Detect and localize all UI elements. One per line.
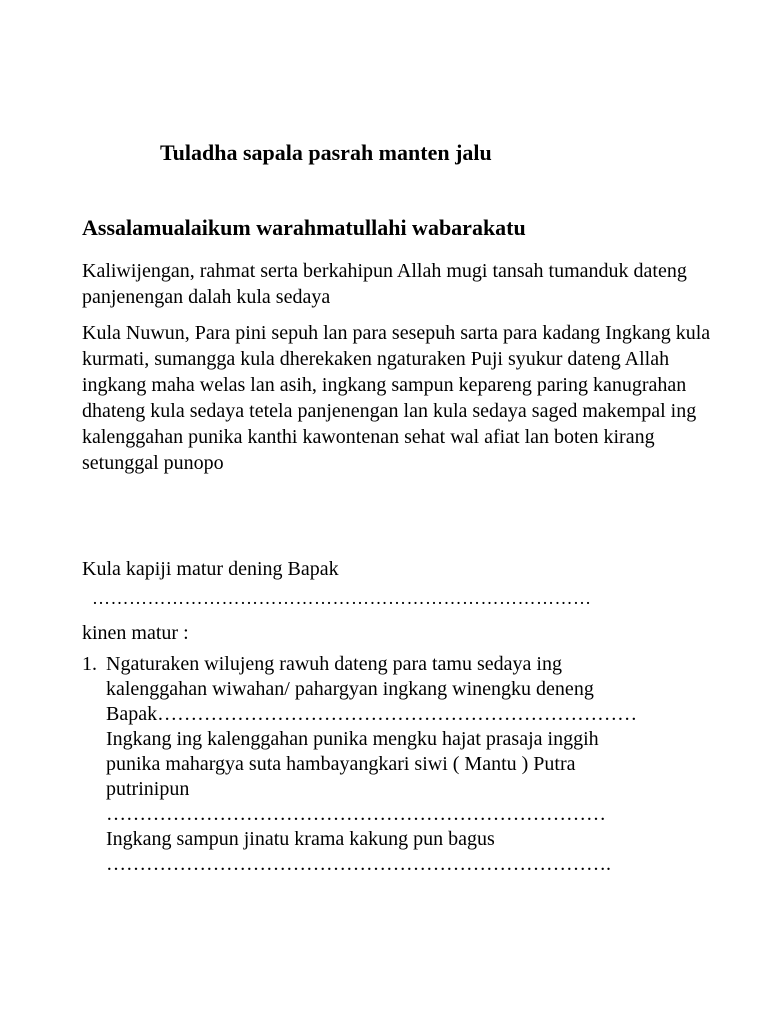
- list-line-8: Ingkang sampun jinatu krama kakung pun bagus: [106, 828, 495, 850]
- opening-paragraph: Kaliwijengan, rahmat serta berkahipun Allah mugi tansah tumanduk dateng panjenengan dalah kula sedaya: [82, 260, 687, 308]
- greeting-heading: Assalamualaikum warahmatullahi wabarakatu: [82, 215, 526, 240]
- body-paragraph: Kula Nuwun, Para pini sepuh lan para sesepuh sarta para kadang Ingkang kula kurmati, sumangga kula dherekaken ngaturaken Puji syukur dateng Allah ingkang maha welas lan asih, ingkang sampun kepareng paring kanugrahan dhateng kula sedaya tetela panjenengan lan kula sedaya saged makempal ing kalenggahan punika kanthi kawontenan sehat wal afiat lan boten kirang setunggal punopo: [82, 322, 711, 474]
- matur-line: Kula kapiji matur dening Bapak: [82, 558, 339, 580]
- list-line-1: Ngaturaken wilujeng rawuh dateng para tamu sedaya ing: [106, 653, 562, 675]
- list-line-5: punika mahargya suta hambayangkari siwi ( Mantu ) Putra: [106, 753, 576, 775]
- kinen-line: kinen matur :: [82, 622, 189, 644]
- list-line-7: …………………………………………………………………: [106, 803, 606, 825]
- list-line-3: Bapak………………………………………………………………: [106, 703, 638, 725]
- numbered-list-item: [82, 652, 732, 877]
- list-line-9: ………………………………………………………………….: [106, 853, 611, 875]
- list-number: 1.: [82, 653, 97, 675]
- list-line-6: putrinipun: [106, 778, 190, 800]
- list-item-body: [106, 652, 732, 877]
- list-line-4: Ingkang ing kalenggahan punika mengku hajat prasaja inggih: [106, 728, 599, 750]
- matur-dots: ………………………………………………………………………: [92, 588, 592, 608]
- list-line-2: kalenggahan wiwahan/ pahargyan ingkang winengku deneng: [106, 678, 594, 700]
- document-title: Tuladha sapala pasrah manten jalu: [160, 140, 492, 165]
